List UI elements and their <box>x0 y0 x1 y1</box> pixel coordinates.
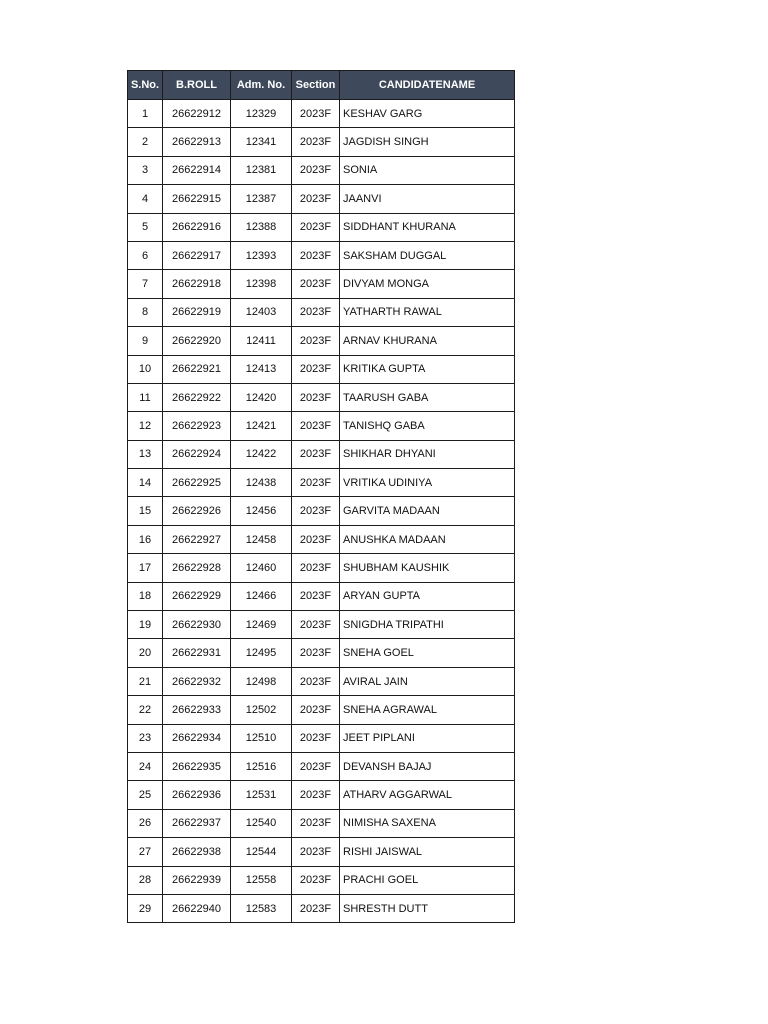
cell-sno: 5 <box>128 213 163 241</box>
cell-sno: 16 <box>128 525 163 553</box>
cell-section: 2023F <box>292 838 340 866</box>
cell-section: 2023F <box>292 611 340 639</box>
cell-sno: 27 <box>128 838 163 866</box>
table-row <box>128 355 515 383</box>
cell-section: 2023F <box>292 696 340 724</box>
cell-sno: 28 <box>128 866 163 894</box>
table-row <box>128 412 515 440</box>
cell-candidate-name: TAARUSH GABA <box>340 383 515 411</box>
cell-section: 2023F <box>292 298 340 326</box>
cell-sno: 10 <box>128 355 163 383</box>
cell-candidate-name: PRACHI GOEL <box>340 866 515 894</box>
cell-sno: 19 <box>128 611 163 639</box>
cell-adm-no: 12456 <box>231 497 292 525</box>
table-row <box>128 185 515 213</box>
cell-section: 2023F <box>292 128 340 156</box>
cell-adm-no: 12420 <box>231 383 292 411</box>
header-sno: S.No. <box>128 71 163 100</box>
cell-candidate-name: SONIA <box>340 156 515 184</box>
cell-section: 2023F <box>292 866 340 894</box>
cell-broll: 26622935 <box>163 752 231 780</box>
cell-section: 2023F <box>292 383 340 411</box>
cell-adm-no: 12531 <box>231 781 292 809</box>
table-row <box>128 611 515 639</box>
cell-sno: 6 <box>128 241 163 269</box>
cell-section: 2023F <box>292 525 340 553</box>
table-row <box>128 781 515 809</box>
cell-adm-no: 12510 <box>231 724 292 752</box>
table-row <box>128 156 515 184</box>
cell-candidate-name: SHRESTH DUTT <box>340 894 515 922</box>
cell-candidate-name: SHIKHAR DHYANI <box>340 440 515 468</box>
cell-sno: 25 <box>128 781 163 809</box>
cell-section: 2023F <box>292 412 340 440</box>
cell-candidate-name: ARYAN GUPTA <box>340 582 515 610</box>
table-row <box>128 270 515 298</box>
cell-adm-no: 12466 <box>231 582 292 610</box>
cell-sno: 2 <box>128 128 163 156</box>
table-row <box>128 838 515 866</box>
cell-candidate-name: SHUBHAM KAUSHIK <box>340 554 515 582</box>
cell-section: 2023F <box>292 327 340 355</box>
cell-candidate-name: YATHARTH RAWAL <box>340 298 515 326</box>
cell-broll: 26622938 <box>163 838 231 866</box>
cell-adm-no: 12387 <box>231 185 292 213</box>
cell-adm-no: 12413 <box>231 355 292 383</box>
cell-adm-no: 12393 <box>231 241 292 269</box>
table-row <box>128 667 515 695</box>
cell-adm-no: 12422 <box>231 440 292 468</box>
cell-candidate-name: JAANVI <box>340 185 515 213</box>
cell-candidate-name: SNEHA AGRAWAL <box>340 696 515 724</box>
cell-candidate-name: VRITIKA UDINIYA <box>340 469 515 497</box>
table-row <box>128 128 515 156</box>
table-row <box>128 866 515 894</box>
cell-adm-no: 12421 <box>231 412 292 440</box>
cell-sno: 12 <box>128 412 163 440</box>
cell-section: 2023F <box>292 355 340 383</box>
cell-section: 2023F <box>292 667 340 695</box>
cell-section: 2023F <box>292 156 340 184</box>
cell-sno: 29 <box>128 894 163 922</box>
cell-adm-no: 12438 <box>231 469 292 497</box>
table-row <box>128 582 515 610</box>
cell-broll: 26622939 <box>163 866 231 894</box>
cell-candidate-name: JEET PIPLANI <box>340 724 515 752</box>
cell-sno: 15 <box>128 497 163 525</box>
cell-broll: 26622933 <box>163 696 231 724</box>
cell-adm-no: 12544 <box>231 838 292 866</box>
cell-broll: 26622932 <box>163 667 231 695</box>
cell-sno: 9 <box>128 327 163 355</box>
cell-sno: 3 <box>128 156 163 184</box>
table-row <box>128 327 515 355</box>
table-row <box>128 894 515 922</box>
cell-candidate-name: RISHI JAISWAL <box>340 838 515 866</box>
table-row <box>128 241 515 269</box>
cell-candidate-name: KRITIKA GUPTA <box>340 355 515 383</box>
cell-section: 2023F <box>292 100 340 128</box>
cell-broll: 26622940 <box>163 894 231 922</box>
table-row <box>128 809 515 837</box>
cell-sno: 4 <box>128 185 163 213</box>
cell-sno: 18 <box>128 582 163 610</box>
cell-adm-no: 12469 <box>231 611 292 639</box>
cell-broll: 26622919 <box>163 298 231 326</box>
cell-adm-no: 12411 <box>231 327 292 355</box>
cell-section: 2023F <box>292 724 340 752</box>
cell-sno: 11 <box>128 383 163 411</box>
cell-adm-no: 12498 <box>231 667 292 695</box>
cell-adm-no: 12516 <box>231 752 292 780</box>
cell-adm-no: 12540 <box>231 809 292 837</box>
table-row <box>128 213 515 241</box>
table-row <box>128 752 515 780</box>
table-row <box>128 440 515 468</box>
cell-sno: 8 <box>128 298 163 326</box>
cell-broll: 26622916 <box>163 213 231 241</box>
cell-broll: 26622931 <box>163 639 231 667</box>
cell-broll: 26622926 <box>163 497 231 525</box>
cell-broll: 26622923 <box>163 412 231 440</box>
cell-candidate-name: AVIRAL JAIN <box>340 667 515 695</box>
table-row <box>128 724 515 752</box>
cell-adm-no: 12558 <box>231 866 292 894</box>
cell-candidate-name: SNEHA GOEL <box>340 639 515 667</box>
candidate-table <box>127 70 515 923</box>
cell-adm-no: 12388 <box>231 213 292 241</box>
cell-candidate-name: DEVANSH BAJAJ <box>340 752 515 780</box>
table-header <box>128 71 515 100</box>
cell-broll: 26622934 <box>163 724 231 752</box>
cell-broll: 26622921 <box>163 355 231 383</box>
cell-sno: 14 <box>128 469 163 497</box>
cell-broll: 26622936 <box>163 781 231 809</box>
cell-section: 2023F <box>292 809 340 837</box>
cell-adm-no: 12460 <box>231 554 292 582</box>
cell-adm-no: 12398 <box>231 270 292 298</box>
table-row <box>128 554 515 582</box>
table-row <box>128 639 515 667</box>
cell-candidate-name: GARVITA MADAAN <box>340 497 515 525</box>
cell-candidate-name: ANUSHKA MADAAN <box>340 525 515 553</box>
table-row <box>128 469 515 497</box>
cell-broll: 26622937 <box>163 809 231 837</box>
cell-sno: 24 <box>128 752 163 780</box>
cell-section: 2023F <box>292 894 340 922</box>
cell-candidate-name: SIDDHANT KHURANA <box>340 213 515 241</box>
table-row <box>128 298 515 326</box>
cell-adm-no: 12458 <box>231 525 292 553</box>
cell-broll: 26622927 <box>163 525 231 553</box>
cell-adm-no: 12341 <box>231 128 292 156</box>
cell-broll: 26622925 <box>163 469 231 497</box>
header-row <box>128 71 515 100</box>
cell-sno: 13 <box>128 440 163 468</box>
cell-section: 2023F <box>292 213 340 241</box>
cell-sno: 23 <box>128 724 163 752</box>
cell-section: 2023F <box>292 497 340 525</box>
cell-adm-no: 12495 <box>231 639 292 667</box>
cell-broll: 26622914 <box>163 156 231 184</box>
cell-sno: 26 <box>128 809 163 837</box>
cell-broll: 26622928 <box>163 554 231 582</box>
cell-adm-no: 12502 <box>231 696 292 724</box>
cell-sno: 1 <box>128 100 163 128</box>
cell-broll: 26622924 <box>163 440 231 468</box>
cell-sno: 21 <box>128 667 163 695</box>
cell-sno: 22 <box>128 696 163 724</box>
cell-section: 2023F <box>292 241 340 269</box>
cell-candidate-name: ARNAV KHURANA <box>340 327 515 355</box>
cell-broll: 26622915 <box>163 185 231 213</box>
cell-adm-no: 12583 <box>231 894 292 922</box>
cell-sno: 20 <box>128 639 163 667</box>
cell-candidate-name: SAKSHAM DUGGAL <box>340 241 515 269</box>
cell-broll: 26622929 <box>163 582 231 610</box>
cell-adm-no: 12381 <box>231 156 292 184</box>
table-row <box>128 383 515 411</box>
cell-sno: 7 <box>128 270 163 298</box>
cell-candidate-name: SNIGDHA TRIPATHI <box>340 611 515 639</box>
cell-broll: 26622922 <box>163 383 231 411</box>
table-row <box>128 100 515 128</box>
cell-section: 2023F <box>292 639 340 667</box>
table-row <box>128 696 515 724</box>
cell-candidate-name: NIMISHA SAXENA <box>340 809 515 837</box>
header-broll: B.ROLL <box>163 71 231 100</box>
table-body <box>128 100 515 923</box>
table-row <box>128 525 515 553</box>
cell-broll: 26622930 <box>163 611 231 639</box>
cell-section: 2023F <box>292 554 340 582</box>
cell-candidate-name: JAGDISH SINGH <box>340 128 515 156</box>
cell-broll: 26622913 <box>163 128 231 156</box>
cell-section: 2023F <box>292 469 340 497</box>
cell-section: 2023F <box>292 440 340 468</box>
cell-sno: 17 <box>128 554 163 582</box>
cell-section: 2023F <box>292 582 340 610</box>
cell-adm-no: 12403 <box>231 298 292 326</box>
cell-broll: 26622912 <box>163 100 231 128</box>
cell-broll: 26622918 <box>163 270 231 298</box>
cell-candidate-name: KESHAV GARG <box>340 100 515 128</box>
cell-section: 2023F <box>292 185 340 213</box>
header-candidate-name: CANDIDATENAME <box>340 71 515 100</box>
header-adm-no: Adm. No. <box>231 71 292 100</box>
cell-candidate-name: DIVYAM MONGA <box>340 270 515 298</box>
cell-candidate-name: ATHARV AGGARWAL <box>340 781 515 809</box>
cell-section: 2023F <box>292 752 340 780</box>
table-row <box>128 497 515 525</box>
cell-broll: 26622917 <box>163 241 231 269</box>
cell-section: 2023F <box>292 781 340 809</box>
cell-adm-no: 12329 <box>231 100 292 128</box>
cell-broll: 26622920 <box>163 327 231 355</box>
header-section: Section <box>292 71 340 100</box>
cell-candidate-name: TANISHQ GABA <box>340 412 515 440</box>
cell-section: 2023F <box>292 270 340 298</box>
